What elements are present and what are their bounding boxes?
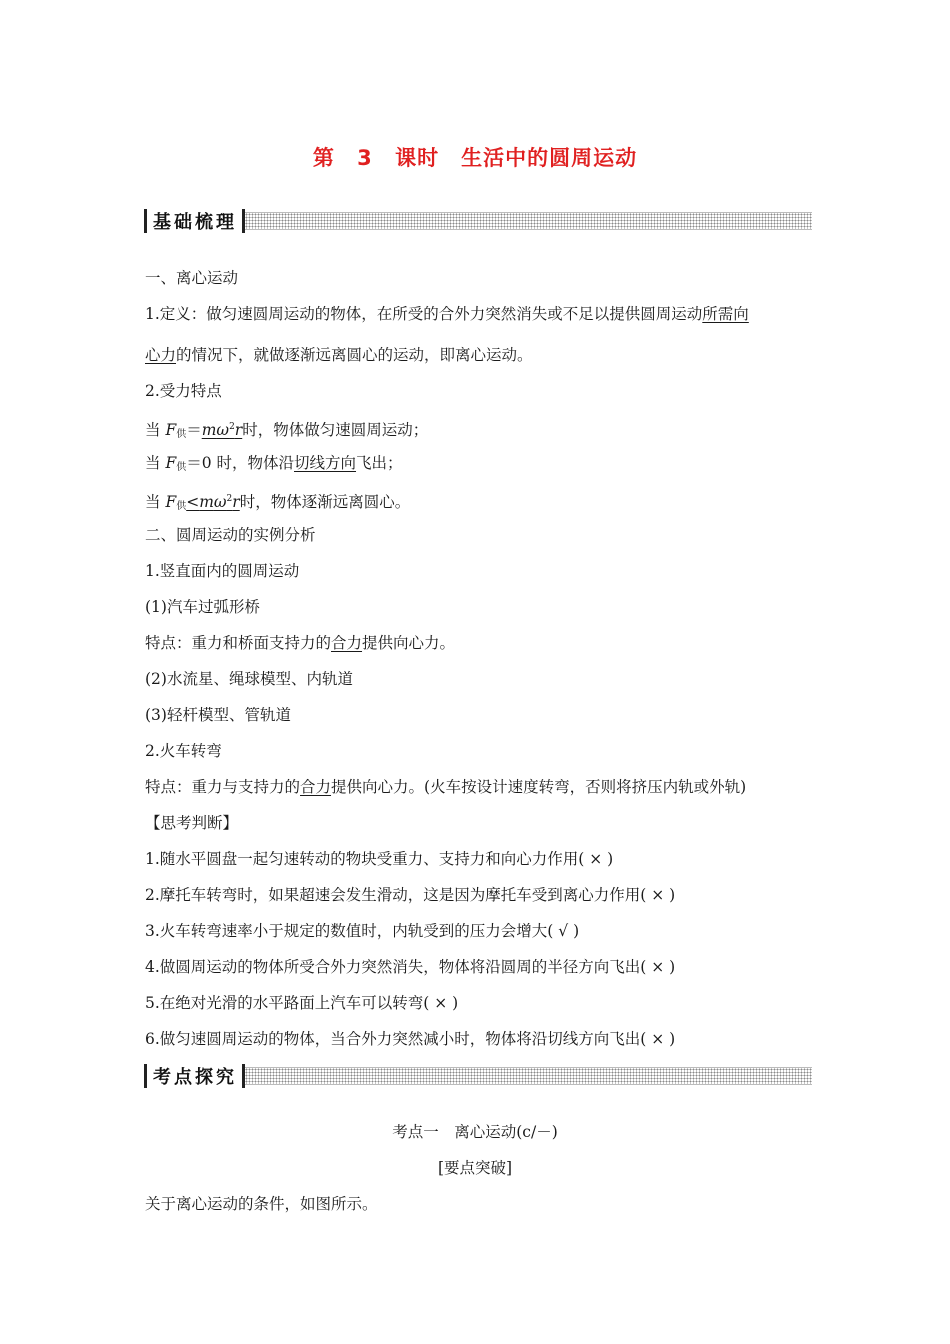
item: (3)轻杆模型、管轨道 <box>145 706 291 724</box>
subscript: 供 <box>176 462 187 473</box>
symbol-F: F <box>165 454 177 472</box>
paragraph: 关于离心运动的条件，如图所示。 <box>145 1195 378 1213</box>
feature-line <box>145 633 455 653</box>
text: 特点：重力与支持力的 <box>145 778 301 796</box>
symbol-F: F <box>165 421 177 439</box>
force-condition-2 <box>145 453 403 478</box>
judge-item: 6.做匀速圆周运动的物体，当合外力突然减小时，物体将沿切线方向飞出( × ) <box>145 1030 676 1048</box>
judge-item: 3.火车转弯速率小于规定的数值时，内轨受到的压力会增大( √ ) <box>145 922 580 940</box>
text: 特点：重力和桥面支持力的 <box>145 634 332 652</box>
judge-item: 5.在绝对光滑的水平路面上汽车可以转弯( × ) <box>145 994 459 1012</box>
banner-label: 考点探究 <box>153 1067 237 1088</box>
section-banner-explore <box>144 1063 812 1089</box>
symbol-omega: ω <box>213 493 227 511</box>
underlined-term: 合力 <box>331 634 363 652</box>
page-title: 第 3 课时 生活中的圆周运动 <box>312 146 638 170</box>
subheading: 1.竖直面内的圆周运动 <box>145 562 300 580</box>
topic-title: 考点一 离心运动(c/－) <box>392 1123 558 1141</box>
force-condition-1 <box>145 417 428 445</box>
superscript: 2 <box>226 494 233 504</box>
subscript: 供 <box>176 501 187 512</box>
item: (2)水流星、绳球模型、内轨道 <box>145 670 353 688</box>
symbol-F: F <box>165 493 177 511</box>
item: (1)汽车过弧形桥 <box>145 598 260 616</box>
banner-hatch <box>245 212 812 230</box>
symbol-omega: ω <box>216 421 230 439</box>
feature-line <box>145 777 746 797</box>
symbol-m: m <box>199 493 214 511</box>
text: 时，物体逐渐远离圆心。 <box>239 493 411 511</box>
text: 1.定义：做匀速圆周运动的物体，在所受的合外力突然消失或不足以提供圆周运动 <box>145 305 703 323</box>
text: < <box>186 493 200 511</box>
text: 飞出； <box>356 454 403 472</box>
text: 提供向心力。(火车按设计速度转弯，否则将挤压内轨或外轨) <box>331 778 747 796</box>
banner-label: 基础梳理 <box>153 212 237 233</box>
subscript: 供 <box>176 429 187 440</box>
definition-line-1 <box>145 304 749 324</box>
underlined-term: 所需向 <box>702 305 749 323</box>
subheading: 2.受力特点 <box>145 382 222 400</box>
judge-heading: 【思考判断】 <box>145 814 239 832</box>
text: 时，物体做匀速圆周运动； <box>242 421 429 439</box>
topic-subtitle: [要点突破] <box>437 1159 513 1177</box>
subheading: 2.火车转弯 <box>145 742 222 760</box>
section-heading: 二、圆周运动的实例分析 <box>145 526 316 544</box>
judge-item: 4.做圆周运动的物体所受合外力突然消失，物体将沿圆周的半径方向飞出( × ) <box>145 958 676 976</box>
text: 的情况下，就做逐渐远离圆心的运动，即离心运动。 <box>176 346 533 364</box>
underlined-term: 合力 <box>300 778 332 796</box>
judge-item: 2.摩托车转弯时，如果超速会发生滑动，这是因为摩托车受到离心力作用( × ) <box>145 886 676 904</box>
text: 提供向心力。 <box>362 634 456 652</box>
superscript: 2 <box>229 422 235 432</box>
banner-hatch <box>245 1067 812 1085</box>
text: ＝ <box>186 421 202 439</box>
judge-item: 1.随水平圆盘一起匀速转动的物块受重力、支持力和向心力作用( × ) <box>145 850 614 868</box>
force-condition-3 <box>145 489 410 517</box>
text: ＝0 时，物体沿 <box>186 454 294 472</box>
text: 当 <box>145 493 166 511</box>
symbol-r: r <box>234 421 243 439</box>
symbol-m: m <box>201 421 217 439</box>
text: 当 <box>145 454 166 472</box>
underlined-term: 心力 <box>145 346 177 364</box>
symbol-r: r <box>232 493 240 511</box>
section-banner-basics <box>144 208 812 234</box>
section-heading: 一、离心运动 <box>145 269 239 287</box>
text: 当 <box>145 421 166 439</box>
definition-line-2 <box>145 345 533 365</box>
underlined-term: 切线方向 <box>294 454 357 472</box>
